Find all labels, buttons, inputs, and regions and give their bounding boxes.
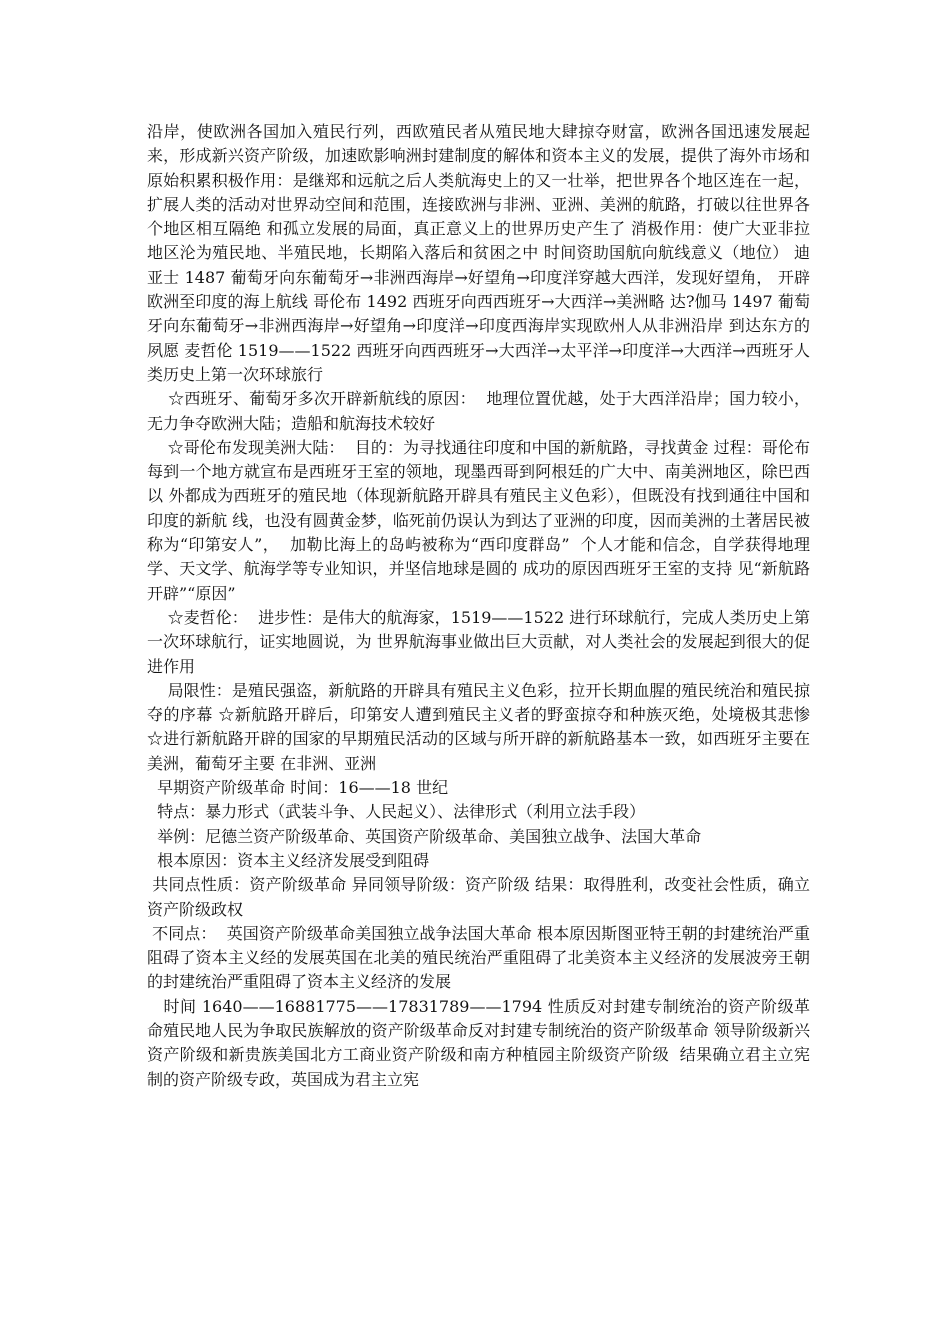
- paragraph-revolution-examples: 举例：尼德兰资产阶级革命、英国资产阶级革命、美国独立战争、法国大革命: [147, 826, 702, 846]
- paragraph-new-route-impact: 沿岸，使欧洲各国加入殖民行列，西欧殖民者从殖民地大肆掠夺财富，欧洲各国迅速发展起来，形成新兴资产阶级，加速欧影响洲封建制度的解体和资本主义的发展，提供了海外市场和原始积累积极作用：是继郑和远航之后人类航海史上的又一壮举，把世界各个地区连在一起，扩展人类的活动对世界动空间和范围，连接欧洲与非洲、亚洲、美洲的航路，打破以往世界各个地区相互隔绝 和孤立发展的局面，真正意义上的世界历史产生了 消极作用：使广大亚非拉地区沦为殖民地、半殖民地，长期陷入落后和贫困之中 时间资助国航向航线意义（地位） 迪亚士 1487 葡萄牙向东葡萄牙→非洲西海岸→好望角→印度洋穿越大西洋，发现好望角， 开辟欧洲至印度的海上航线 哥伦布 1492 西班牙向西西班牙→大西洋→美洲略 达?伽马 1497 葡萄牙向东葡萄牙→非洲西海岸→好望角→印度洋→印度西海岸实现欧州人从非洲沿岸 到达东方的夙愿 麦哲伦 1519——1522 西班牙向西西班牙→大西洋→太平洋→印度洋→大西洋→西班牙人类历史上第一次环球旅行: [147, 122, 810, 384]
- document-body: [147, 120, 816, 1092]
- paragraph-magellan-progress: ☆麦哲伦： 进步性：是伟大的航海家，1519——1522 进行环球航行，完成人类历史上第一次环球航行，证实地圆说，为 世界航海事业做出巨大贡献，对人类社会的发展起到很大的促进作用: [147, 607, 811, 676]
- paragraph-magellan-limits: 局限性：是殖民强盗，新航路的开辟具有殖民主义色彩，拉开长期血腥的殖民统治和殖民掠夺的序幕 ☆新航路开辟后，印第安人遭到殖民主义者的野蛮掠夺和种族灭绝，处境极其悲惨 ☆进行新航路开辟的国家的早期殖民活动的区域与所开辟的新航路基本一致，如西班牙主要在美洲，葡萄牙主要 在非洲、亚洲: [147, 680, 816, 773]
- paragraph-columbus: ☆哥伦布发现美洲大陆： 目的：为寻找通往印度和中国的新航路，寻找黄金 过程：哥伦布每到一个地方就宣布是西班牙王室的领地，现墨西哥到阿根廷的广大中、南美洲地区，除巴西以 外都成为西班牙的殖民地（体现新航路开辟具有殖民主义色彩），但既没有找到通往中国和印度的新航 线，也没有圆黄金梦，临死前仍误认为到达了亚洲的印度，因而美洲的土著居民被称为“印第安人”， 加勒比海上的岛屿被称为“西印度群岛” 个人才能和信念，自学获得地理学、天文学、航海学等专业知识，并坚信地球是圆的 成功的原因西班牙王室的支持 见“新航路开辟”“原因”: [147, 437, 811, 603]
- paragraph-comparison-table: 时间 1640——16881775——17831789——1794 性质反对封建专制统治的资产阶级革命殖民地人民为争取民族解放的资产阶级革命反对封建专制统治的资产阶级革命 领导阶级新兴资产阶级和新贵族美国北方工商业资产阶级和南方种植园主阶级资产阶级 结果确立君主立宪制的资产阶级专政，英国成为君主立宪: [147, 996, 810, 1089]
- paragraph-spain-portugal-reasons: ☆西班牙、葡萄牙多次开辟新航线的原因： 地理位置优越，处于大西洋沿岸；国力较小，无力争夺欧洲大陆；造船和航海技术较好: [147, 389, 810, 433]
- paragraph-revolution-features: 特点：暴力形式（武装斗争、人民起义）、法律形式（利用立法手段）: [147, 802, 646, 822]
- paragraph-early-revolution-time: 早期资产阶级革命 时间：16——18 世纪: [147, 778, 449, 798]
- paragraph-root-cause: 根本原因：资本主义经济发展受到阻碍: [147, 850, 430, 870]
- paragraph-differences: 不同点： 英国资产阶级革命美国独立战争法国大革命 根本原因斯图亚特王朝的封建统治严重阻碍了资本主义经的发展英国在北美的殖民统治严重阻碍了北美资本主义经济的发展波旁王朝的封建统治严重阻碍了资本主义经济的发展: [147, 923, 810, 992]
- paragraph-common-points: 共同点性质：资产阶级革命 异同领导阶级：资产阶级 结果：取得胜利，改变社会性质，确立资产阶级政权: [147, 875, 810, 919]
